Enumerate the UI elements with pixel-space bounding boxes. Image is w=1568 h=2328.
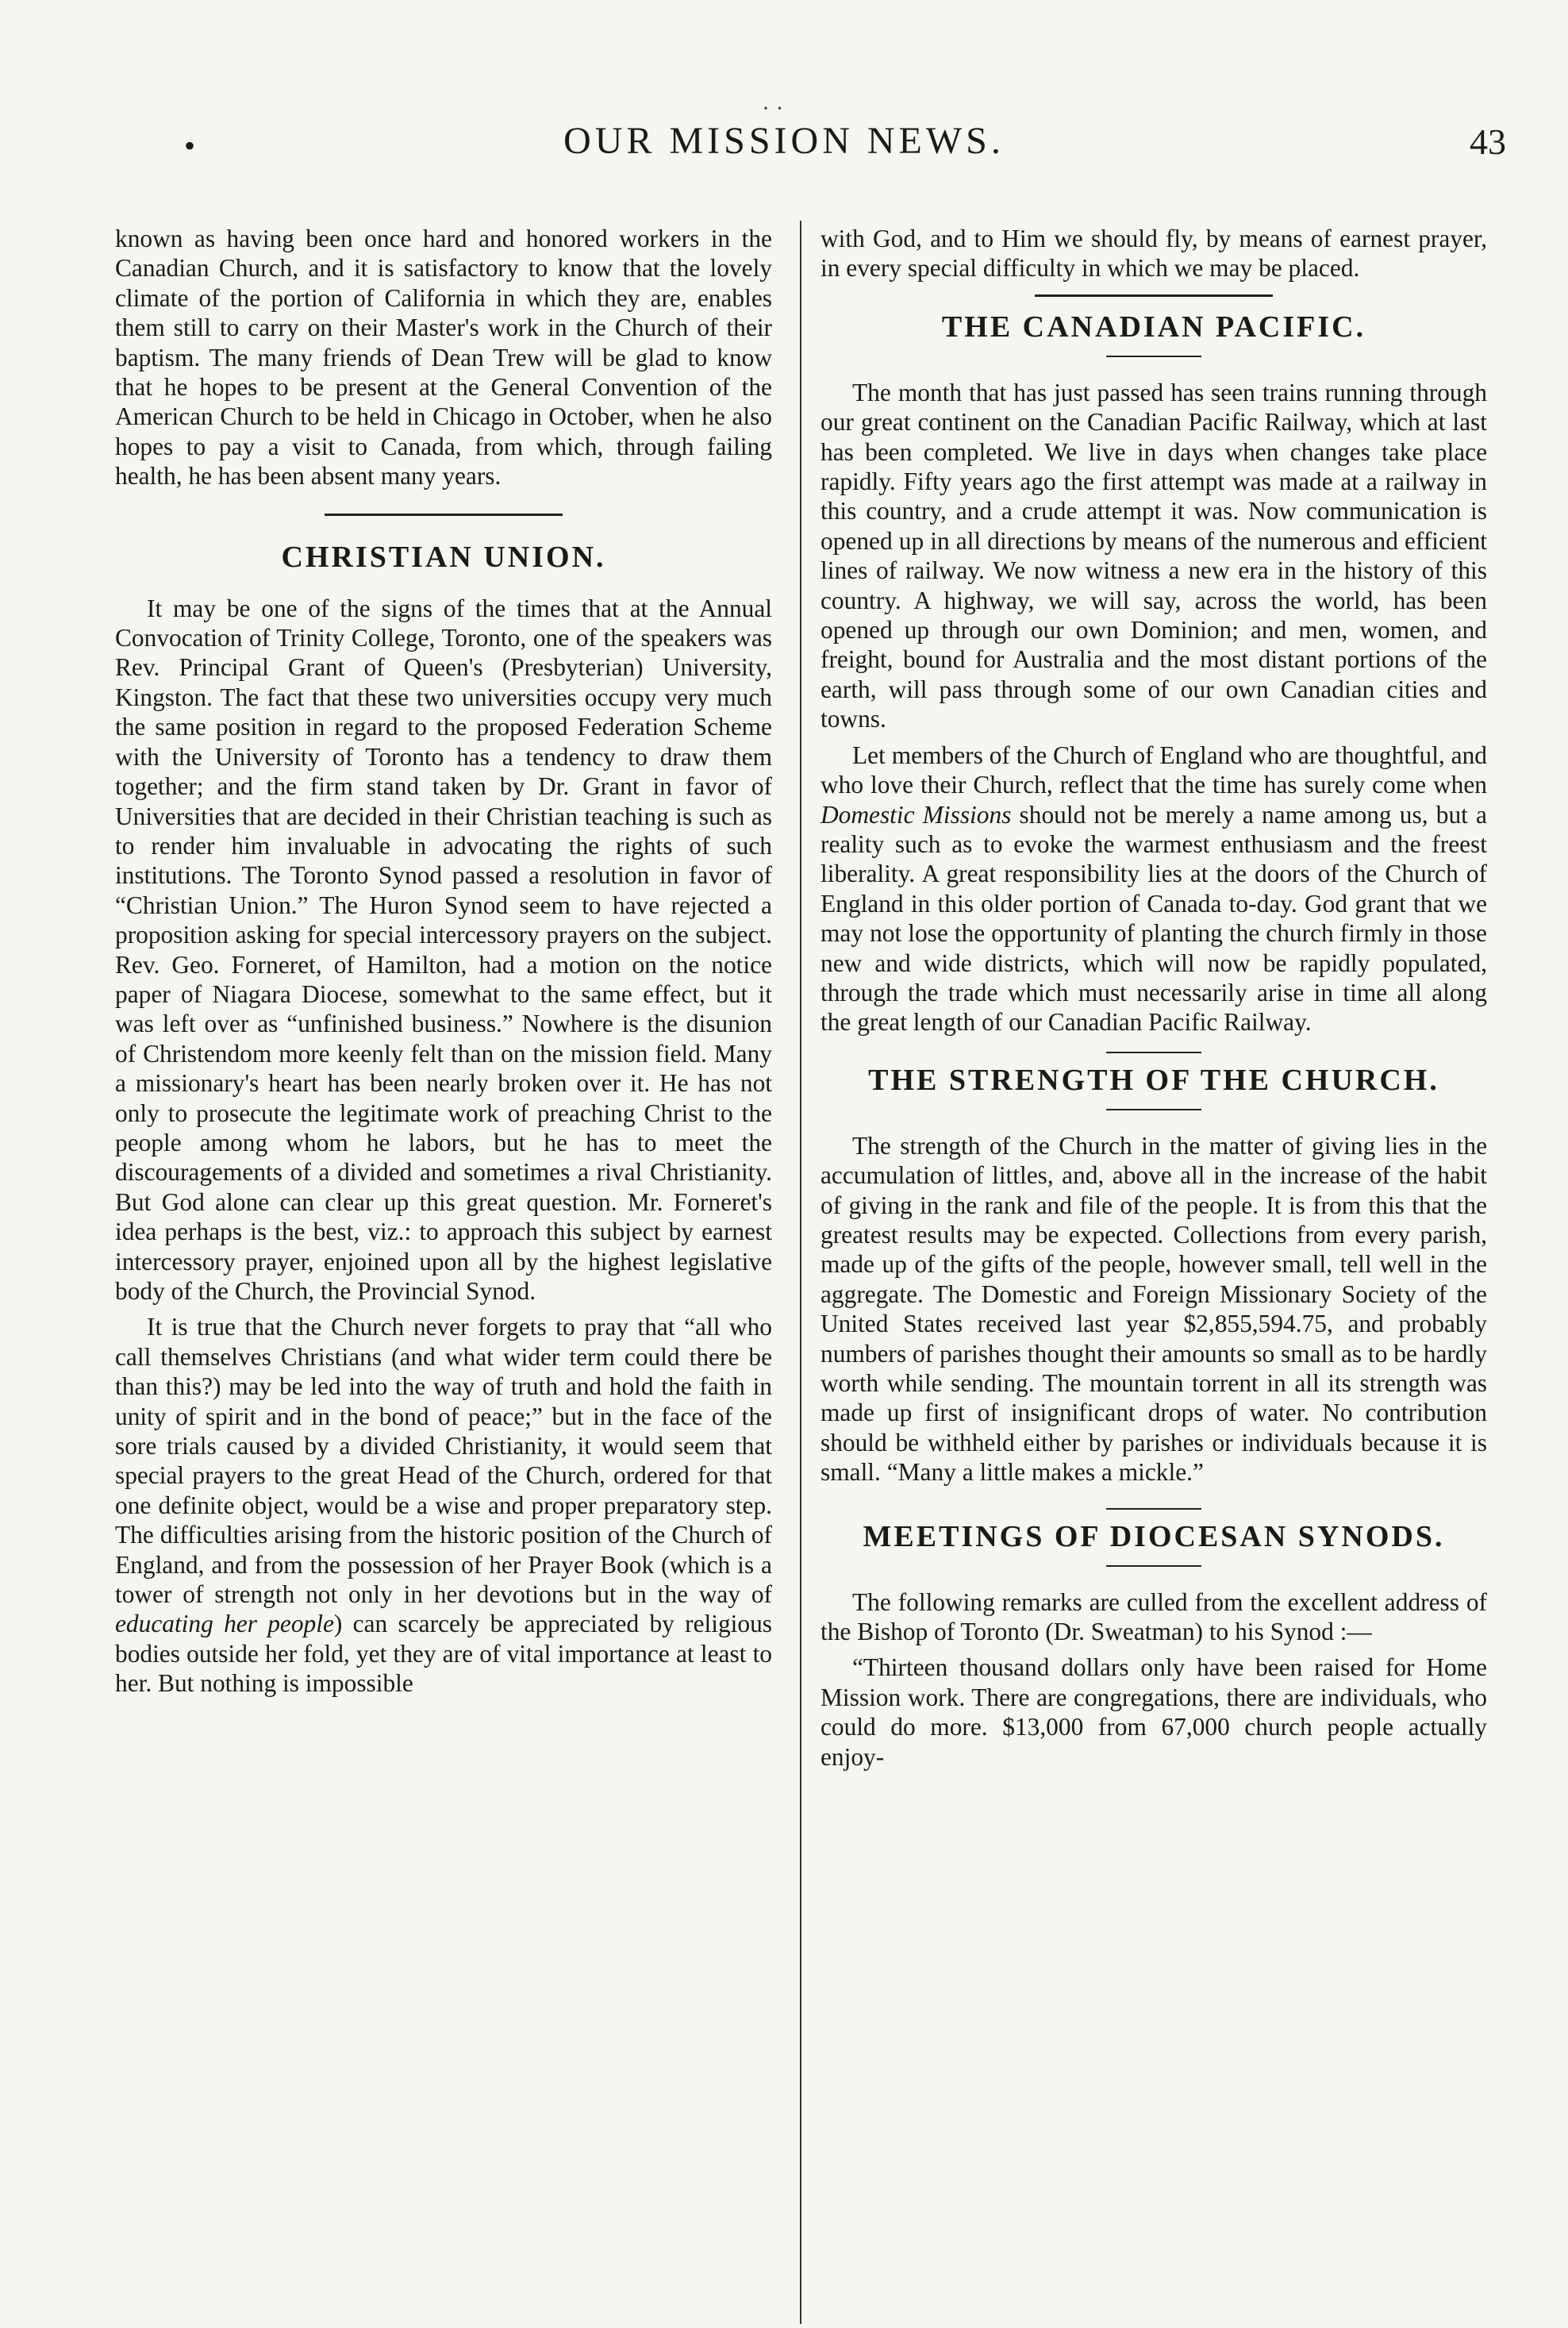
section-rule-short — [1106, 1109, 1201, 1110]
italic-phrase: educating her people — [115, 1610, 334, 1638]
synods-paragraph-2: “Thirteen thousand dollars only have been raised for Home Mission work. There are congregations, there are individuals, who could do more. $13,000 from 67,000 church people actually enjoy- — [821, 1653, 1487, 1771]
italic-phrase: Domestic Missions — [821, 800, 1012, 829]
canadian-pacific-paragraph-2: Let members of the Church of England who are thoughtful, and who love their Church, reflect that the time has surely come when Domestic Missions should not be merely a name among us, but a reality such as to evoke the warmest enthusiasm and the freest liberality. A great responsibility lies at the doors of the Church of England in this older portion of Canada to-day. God grant that we may not lose the opportunity of planting the church firmly in those new and wide districts, which will now be rapidly populated, through the trade which must necessarily arise in time all along the great length of our Canadian Pacific Railway. — [821, 741, 1487, 1037]
page-header — [0, 119, 1568, 183]
strength-heading: THE STRENGTH OF THE CHURCH. — [868, 1063, 1439, 1097]
column-divider — [800, 221, 801, 2324]
page-number: 43 — [1470, 121, 1506, 162]
section-rule-short — [1106, 356, 1201, 357]
left-intro-paragraph: known as having been once hard and honored workers in the Canadian Church, and it is satisfactory to know that the lovely climate of the portion of California in which they are, enables them still to carry on their Master's work in the Church of their baptism. The many friends of Dean Trew will be glad to know that he hopes to be present at the General Convention of the American Church to be held in Chicago in October, when he also hopes to pay a visit to Canada, from which, through failing health, he has been absent many years. — [115, 225, 772, 491]
right-column — [821, 224, 1487, 1778]
canadian-pacific-paragraph-1: The month that has just passed has seen trains running through our great continent on the Canadian Pacific Railway, which at last has been completed. We live in days when changes take place rapidly. Fifty years ago the first attempt was made at a railway in this country, and a crude attempt it was. Now communication is opened up in all directions by means of the numerous and efficient lines of railway. We now witness a new era in the history of this country. A highway, we will say, across the world, has been opened up through our own Dominion; and men, women, and freight, bound for Australia and the most distant portions of the earth, will pass through some of our own Canadian cities and towns. — [821, 378, 1487, 733]
synods-heading: MEETINGS OF DIOCESAN SYNODS. — [863, 1519, 1445, 1553]
section-rule-short — [1106, 1052, 1201, 1053]
section-rule-short — [1106, 1508, 1201, 1510]
bullet-mark: • — [184, 128, 196, 164]
left-column — [115, 224, 772, 1705]
christian-union-paragraph-2: It is true that the Church never forgets to pray that “all who call themselves Christians (and what wider term could there be than this?) may be led into the way of truth and hold the faith in unity of spirit and in the bond of peace;” but in the face of the sore trials caused by a divided Christianity, it would seem that special prayers to the great Head of the Church, ordered for that one definite object, would be a wise and proper preparatory step. The difficulties arising from the historic position of the Church of England, and from the possession of her Prayer Book (which is a tower of strength not only in her devotions but in the way of educating her people) can scarcely be appreciated by religious bodies outside her fold, yet they are of vital importance at least to her. But nothing is impossible — [115, 1313, 772, 1698]
right-intro-paragraph: with God, and to Him we should fly, by means of earnest prayer, in every special difficulty in which we may be placed. — [821, 225, 1487, 283]
synods-paragraph-1: The following remarks are culled from the excellent address of the Bishop of Toronto (Dr. Sweatman) to his Synod :— — [821, 1587, 1487, 1646]
strength-paragraph-1: The strength of the Church in the matter of giving lies in the accumulation of littles, and, above all in the increase of the habit of giving in the rank and file of the people. It is from this that the greatest results may be expected. Collections from every parish, made up of the gifts of the people, however small, tell well in the aggregate. The Domestic and Foreign Missionary Society of the United States received last year $2,855,594.75, and probably numbers of parishes thought their amounts so small as to be hardly worth while sending. The mountain torrent in all its strength was made up first of insignificant drops of water. No contribution should be withheld either by parishes or individuals because it is small. “Many a little makes a mickle.” — [821, 1131, 1487, 1487]
section-rule — [325, 514, 563, 516]
christian-union-paragraph-1: It may be one of the signs of the times that at the Annual Convocation of Trinity College, Toronto, one of the speakers was Rev. Principal Grant of Queen's (Presbyterian) University, Kingston. The fact that these two universities occupy very much the same position in regard to the proposed Federation Scheme with the University of Toronto has a tendency to draw them together; and the firm stand taken by Dr. Grant in favor of Universities that are decided in their Christian teaching is such as to render him invaluable in advocating the rights of such institutions. The Toronto Synod passed a resolution in favor of “Christian Union.” The Huron Synod seem to have rejected a proposition asking for special intercessory prayers on the subject. Rev. Geo. Forneret, of Hamilton, had a motion on the notice paper of Niagara Diocese, somewhat to the same effect, but it was left over as “unfinished business.” Nowhere is the disunion of Christendom more keenly felt than on the mission field. Many a missionary's heart has been nearly broken over it. He has not only to prosecute the legitimate work of preaching Christ to the people among whom he labors, but he has to meet the discouragements of a divided and sometimes a rival Christianity. But God alone can clear up this great question. Mr. Forneret's idea perhaps is the best, viz.: to approach this subject by earnest intercessory prayer, enjoined upon all by the highest legislative body of the Church, the Provincial Synod. — [115, 594, 772, 1305]
christian-union-heading: CHRISTIAN UNION. — [281, 540, 606, 574]
running-title: OUR MISSION NEWS. — [563, 120, 1005, 162]
print-speck: · · — [762, 95, 784, 121]
canadian-pacific-heading: THE CANADIAN PACIFIC. — [941, 310, 1366, 344]
section-rule — [1035, 294, 1273, 297]
section-rule-short — [1106, 1565, 1201, 1567]
